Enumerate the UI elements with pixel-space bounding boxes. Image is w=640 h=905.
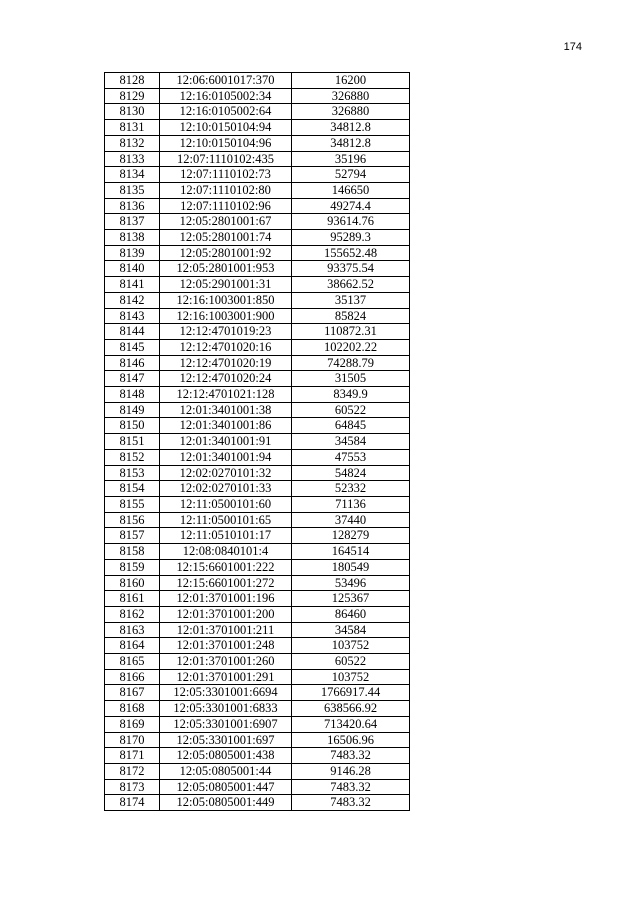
row-index-cell: 8144 bbox=[105, 324, 160, 340]
value-cell: 35196 bbox=[292, 151, 410, 167]
value-cell: 47553 bbox=[292, 449, 410, 465]
row-index-cell: 8129 bbox=[105, 88, 160, 104]
cadastral-number-cell: 12:05:3301001:6694 bbox=[160, 685, 292, 701]
table-row bbox=[105, 591, 410, 607]
cadastral-number-cell: 12:05:2801001:92 bbox=[160, 245, 292, 261]
row-index-cell: 8132 bbox=[105, 135, 160, 151]
table-row bbox=[105, 402, 410, 418]
cadastral-number-cell: 12:11:0510101:17 bbox=[160, 528, 292, 544]
row-index-cell: 8161 bbox=[105, 591, 160, 607]
table-body bbox=[105, 73, 410, 811]
value-cell: 71136 bbox=[292, 496, 410, 512]
table-row bbox=[105, 167, 410, 183]
value-cell: 38662.52 bbox=[292, 277, 410, 293]
table-row bbox=[105, 701, 410, 717]
cadastral-number-cell: 12:01:3401001:86 bbox=[160, 418, 292, 434]
table-row bbox=[105, 654, 410, 670]
value-cell: 155652.48 bbox=[292, 245, 410, 261]
row-index-cell: 8172 bbox=[105, 763, 160, 779]
value-cell: 103752 bbox=[292, 669, 410, 685]
cadastral-number-cell: 12:05:3301001:697 bbox=[160, 732, 292, 748]
value-cell: 7483.32 bbox=[292, 795, 410, 811]
cadastral-number-cell: 12:05:3301001:6833 bbox=[160, 701, 292, 717]
table-row bbox=[105, 779, 410, 795]
table-row bbox=[105, 292, 410, 308]
cadastral-number-cell: 12:07:1110102:435 bbox=[160, 151, 292, 167]
row-index-cell: 8165 bbox=[105, 654, 160, 670]
row-index-cell: 8170 bbox=[105, 732, 160, 748]
table-row bbox=[105, 544, 410, 560]
table-row bbox=[105, 465, 410, 481]
table-row bbox=[105, 512, 410, 528]
table-row bbox=[105, 198, 410, 214]
cadastral-number-cell: 12:05:3301001:6907 bbox=[160, 716, 292, 732]
page-number: 174 bbox=[563, 41, 582, 53]
row-index-cell: 8138 bbox=[105, 230, 160, 246]
row-index-cell: 8135 bbox=[105, 182, 160, 198]
cadastral-number-cell: 12:07:1110102:73 bbox=[160, 167, 292, 183]
value-cell: 180549 bbox=[292, 559, 410, 575]
row-index-cell: 8173 bbox=[105, 779, 160, 795]
cadastral-number-cell: 12:15:6601001:272 bbox=[160, 575, 292, 591]
cadastral-number-cell: 12:16:1003001:900 bbox=[160, 308, 292, 324]
value-cell: 7483.32 bbox=[292, 779, 410, 795]
cadastral-number-cell: 12:01:3401001:91 bbox=[160, 434, 292, 450]
row-index-cell: 8128 bbox=[105, 73, 160, 89]
value-cell: 35137 bbox=[292, 292, 410, 308]
cadastral-number-cell: 12:01:3701001:200 bbox=[160, 606, 292, 622]
cadastral-number-cell: 12:05:0805001:44 bbox=[160, 763, 292, 779]
row-index-cell: 8163 bbox=[105, 622, 160, 638]
value-cell: 125367 bbox=[292, 591, 410, 607]
row-index-cell: 8174 bbox=[105, 795, 160, 811]
value-cell: 85824 bbox=[292, 308, 410, 324]
table-row bbox=[105, 135, 410, 151]
table-row bbox=[105, 73, 410, 89]
value-cell: 102202.22 bbox=[292, 339, 410, 355]
table-row bbox=[105, 669, 410, 685]
cadastral-number-cell: 12:16:0105002:64 bbox=[160, 104, 292, 120]
table-row bbox=[105, 795, 410, 811]
row-index-cell: 8147 bbox=[105, 371, 160, 387]
data-table bbox=[104, 72, 410, 811]
row-index-cell: 8151 bbox=[105, 434, 160, 450]
cadastral-number-cell: 12:05:0805001:438 bbox=[160, 748, 292, 764]
row-index-cell: 8137 bbox=[105, 214, 160, 230]
table-row bbox=[105, 685, 410, 701]
table-row bbox=[105, 88, 410, 104]
cadastral-number-cell: 12:10:0150104:94 bbox=[160, 120, 292, 136]
cadastral-number-cell: 12:07:1110102:80 bbox=[160, 182, 292, 198]
cadastral-number-cell: 12:01:3401001:94 bbox=[160, 449, 292, 465]
value-cell: 1766917.44 bbox=[292, 685, 410, 701]
cadastral-number-cell: 12:16:1003001:850 bbox=[160, 292, 292, 308]
value-cell: 7483.32 bbox=[292, 748, 410, 764]
row-index-cell: 8166 bbox=[105, 669, 160, 685]
value-cell: 164514 bbox=[292, 544, 410, 560]
value-cell: 128279 bbox=[292, 528, 410, 544]
value-cell: 110872.31 bbox=[292, 324, 410, 340]
row-index-cell: 8141 bbox=[105, 277, 160, 293]
table-row bbox=[105, 622, 410, 638]
table-row bbox=[105, 387, 410, 403]
row-index-cell: 8164 bbox=[105, 638, 160, 654]
row-index-cell: 8159 bbox=[105, 559, 160, 575]
table-row bbox=[105, 214, 410, 230]
cadastral-number-cell: 12:08:0840101:4 bbox=[160, 544, 292, 560]
value-cell: 8349.9 bbox=[292, 387, 410, 403]
value-cell: 34584 bbox=[292, 434, 410, 450]
cadastral-number-cell: 12:01:3401001:38 bbox=[160, 402, 292, 418]
row-index-cell: 8142 bbox=[105, 292, 160, 308]
row-index-cell: 8152 bbox=[105, 449, 160, 465]
value-cell: 16506.96 bbox=[292, 732, 410, 748]
cadastral-number-cell: 12:12:4701020:16 bbox=[160, 339, 292, 355]
row-index-cell: 8157 bbox=[105, 528, 160, 544]
table-row bbox=[105, 449, 410, 465]
value-cell: 638566.92 bbox=[292, 701, 410, 717]
table-row bbox=[105, 339, 410, 355]
row-index-cell: 8162 bbox=[105, 606, 160, 622]
value-cell: 64845 bbox=[292, 418, 410, 434]
table-row bbox=[105, 182, 410, 198]
cadastral-number-cell: 12:01:3701001:248 bbox=[160, 638, 292, 654]
table-row bbox=[105, 528, 410, 544]
cadastral-number-cell: 12:05:0805001:449 bbox=[160, 795, 292, 811]
table-row bbox=[105, 418, 410, 434]
row-index-cell: 8158 bbox=[105, 544, 160, 560]
cadastral-number-cell: 12:05:2801001:67 bbox=[160, 214, 292, 230]
table-row bbox=[105, 371, 410, 387]
table-row bbox=[105, 434, 410, 450]
row-index-cell: 8143 bbox=[105, 308, 160, 324]
cadastral-number-cell: 12:01:3701001:260 bbox=[160, 654, 292, 670]
row-index-cell: 8149 bbox=[105, 402, 160, 418]
value-cell: 93375.54 bbox=[292, 261, 410, 277]
row-index-cell: 8167 bbox=[105, 685, 160, 701]
row-index-cell: 8171 bbox=[105, 748, 160, 764]
table-row bbox=[105, 575, 410, 591]
row-index-cell: 8160 bbox=[105, 575, 160, 591]
cadastral-number-cell: 12:06:6001017:370 bbox=[160, 73, 292, 89]
cadastral-number-cell: 12:05:2901001:31 bbox=[160, 277, 292, 293]
cadastral-number-cell: 12:12:4701021:128 bbox=[160, 387, 292, 403]
row-index-cell: 8150 bbox=[105, 418, 160, 434]
row-index-cell: 8155 bbox=[105, 496, 160, 512]
table-row bbox=[105, 496, 410, 512]
value-cell: 34812.8 bbox=[292, 135, 410, 151]
row-index-cell: 8133 bbox=[105, 151, 160, 167]
row-index-cell: 8140 bbox=[105, 261, 160, 277]
cadastral-number-cell: 12:05:2801001:74 bbox=[160, 230, 292, 246]
value-cell: 34812.8 bbox=[292, 120, 410, 136]
table-row bbox=[105, 277, 410, 293]
value-cell: 713420.64 bbox=[292, 716, 410, 732]
table-row bbox=[105, 355, 410, 371]
cadastral-number-cell: 12:01:3701001:196 bbox=[160, 591, 292, 607]
value-cell: 60522 bbox=[292, 654, 410, 670]
table-row bbox=[105, 308, 410, 324]
table-row bbox=[105, 763, 410, 779]
row-index-cell: 8136 bbox=[105, 198, 160, 214]
value-cell: 103752 bbox=[292, 638, 410, 654]
row-index-cell: 8131 bbox=[105, 120, 160, 136]
cadastral-number-cell: 12:02:0270101:32 bbox=[160, 465, 292, 481]
value-cell: 95289.3 bbox=[292, 230, 410, 246]
row-index-cell: 8169 bbox=[105, 716, 160, 732]
table-row bbox=[105, 732, 410, 748]
table-row bbox=[105, 481, 410, 497]
cadastral-number-cell: 12:02:0270101:33 bbox=[160, 481, 292, 497]
row-index-cell: 8139 bbox=[105, 245, 160, 261]
value-cell: 146650 bbox=[292, 182, 410, 198]
cadastral-number-cell: 12:07:1110102:96 bbox=[160, 198, 292, 214]
value-cell: 86460 bbox=[292, 606, 410, 622]
row-index-cell: 8148 bbox=[105, 387, 160, 403]
cadastral-number-cell: 12:12:4701020:19 bbox=[160, 355, 292, 371]
table-row bbox=[105, 606, 410, 622]
table-row bbox=[105, 230, 410, 246]
value-cell: 49274.4 bbox=[292, 198, 410, 214]
value-cell: 37440 bbox=[292, 512, 410, 528]
row-index-cell: 8146 bbox=[105, 355, 160, 371]
table-row bbox=[105, 559, 410, 575]
cadastral-number-cell: 12:05:0805001:447 bbox=[160, 779, 292, 795]
cadastral-number-cell: 12:01:3701001:211 bbox=[160, 622, 292, 638]
value-cell: 326880 bbox=[292, 104, 410, 120]
row-index-cell: 8154 bbox=[105, 481, 160, 497]
cadastral-number-cell: 12:10:0150104:96 bbox=[160, 135, 292, 151]
table-row bbox=[105, 104, 410, 120]
table-row bbox=[105, 245, 410, 261]
table-row bbox=[105, 151, 410, 167]
cadastral-number-cell: 12:12:4701019:23 bbox=[160, 324, 292, 340]
cadastral-number-cell: 12:11:0500101:65 bbox=[160, 512, 292, 528]
table-row bbox=[105, 261, 410, 277]
cadastral-number-cell: 12:05:2801001:953 bbox=[160, 261, 292, 277]
value-cell: 326880 bbox=[292, 88, 410, 104]
value-cell: 34584 bbox=[292, 622, 410, 638]
table-row bbox=[105, 638, 410, 654]
value-cell: 52794 bbox=[292, 167, 410, 183]
row-index-cell: 8145 bbox=[105, 339, 160, 355]
value-cell: 74288.79 bbox=[292, 355, 410, 371]
value-cell: 9146.28 bbox=[292, 763, 410, 779]
value-cell: 54824 bbox=[292, 465, 410, 481]
table-row bbox=[105, 324, 410, 340]
row-index-cell: 8153 bbox=[105, 465, 160, 481]
cadastral-number-cell: 12:11:0500101:60 bbox=[160, 496, 292, 512]
value-cell: 60522 bbox=[292, 402, 410, 418]
cadastral-number-cell: 12:12:4701020:24 bbox=[160, 371, 292, 387]
row-index-cell: 8156 bbox=[105, 512, 160, 528]
row-index-cell: 8130 bbox=[105, 104, 160, 120]
table-row bbox=[105, 120, 410, 136]
row-index-cell: 8168 bbox=[105, 701, 160, 717]
table-row bbox=[105, 748, 410, 764]
value-cell: 53496 bbox=[292, 575, 410, 591]
cadastral-number-cell: 12:01:3701001:291 bbox=[160, 669, 292, 685]
cadastral-number-cell: 12:16:0105002:34 bbox=[160, 88, 292, 104]
value-cell: 16200 bbox=[292, 73, 410, 89]
value-cell: 93614.76 bbox=[292, 214, 410, 230]
value-cell: 31505 bbox=[292, 371, 410, 387]
cadastral-number-cell: 12:15:6601001:222 bbox=[160, 559, 292, 575]
table-row bbox=[105, 716, 410, 732]
value-cell: 52332 bbox=[292, 481, 410, 497]
row-index-cell: 8134 bbox=[105, 167, 160, 183]
